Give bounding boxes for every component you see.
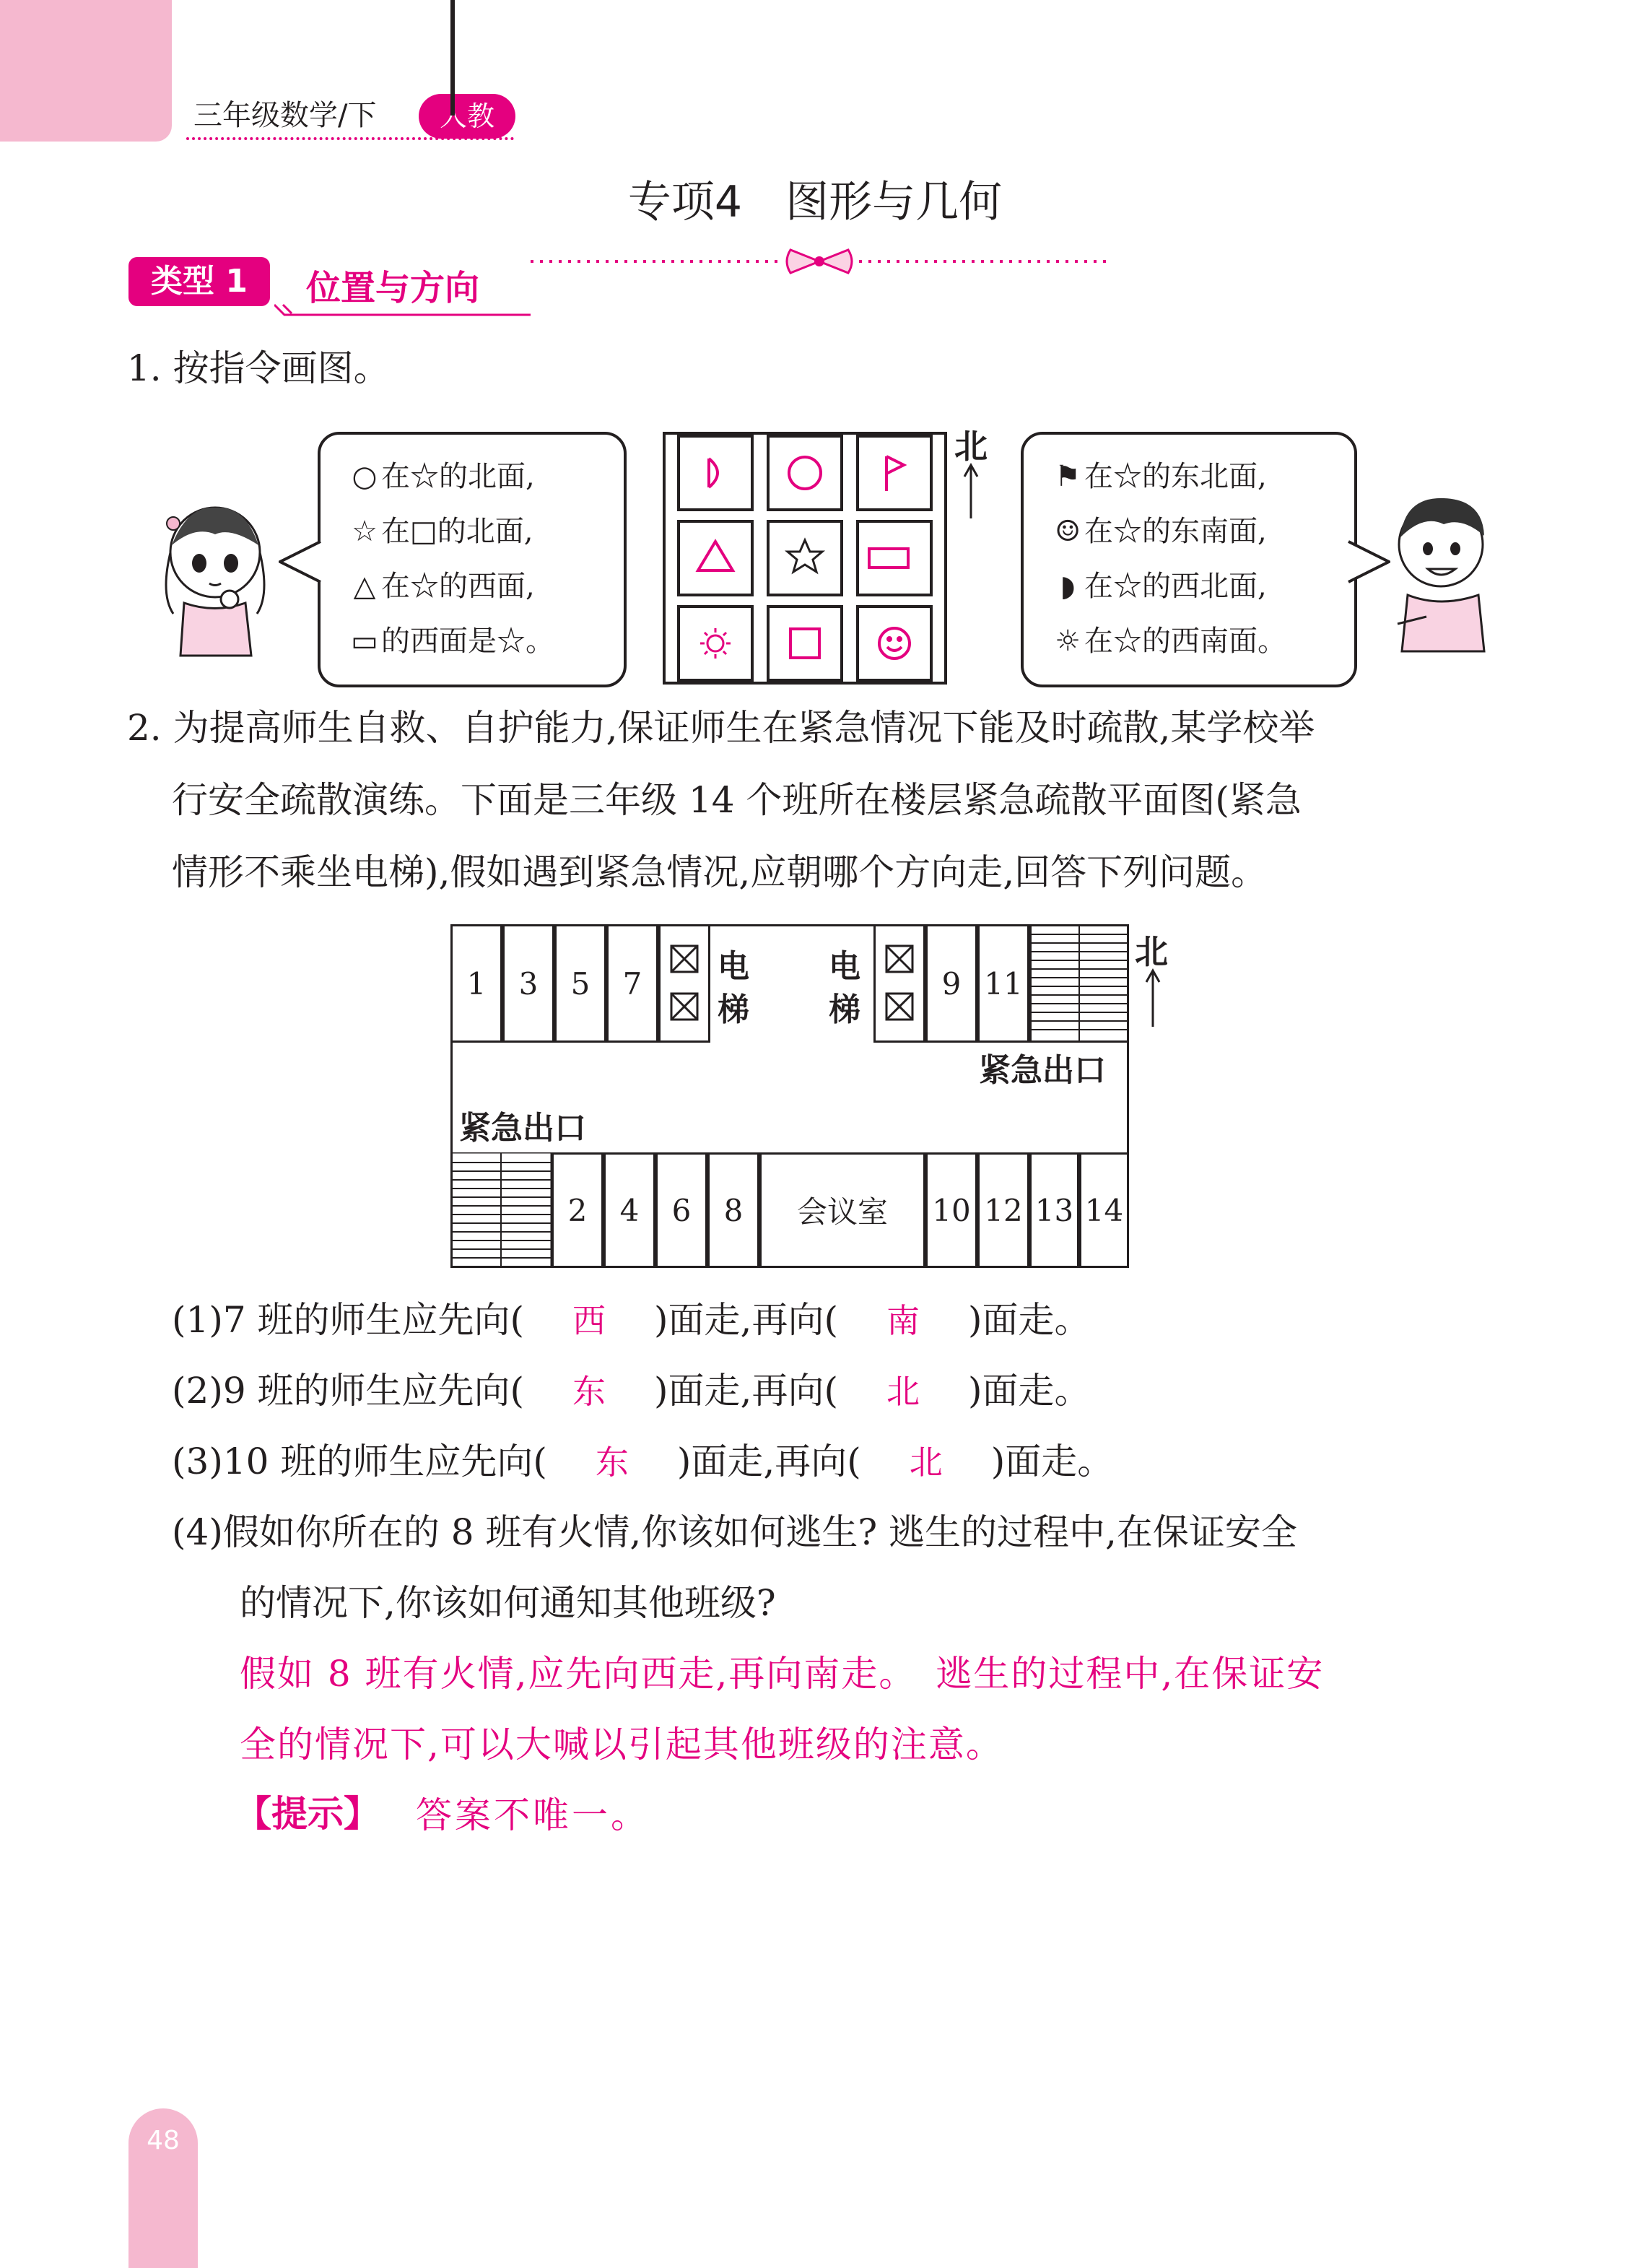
hint-label: 【提示】 [235,1793,380,1835]
room-6: 6 [655,1152,707,1268]
corner-tab [0,0,172,142]
circle-icon [789,457,821,489]
emergency-exit-east: 紧急出口 [979,1052,1106,1089]
subquestion-1: (1)7 班的师生应先向( 西 )面走,再向( 南 )面走。 [172,1291,1090,1343]
room-13: 13 [1029,1152,1079,1268]
room-1: 1 [450,924,502,1043]
emergency-exit-west: 紧急出口 [459,1110,586,1147]
left-speech-bubble [318,432,627,687]
subquestion-4-line: 的情况下,你该如何通知其他班级? [240,1582,776,1624]
left-bubble-line: ○ 在☆的北面, [352,460,535,493]
room-7: 7 [606,924,658,1043]
meeting-room: 会议室 [759,1152,925,1268]
sun-icon [700,628,731,659]
grid-shapes [677,435,933,682]
answer-blank[interactable]: 北 [909,1443,943,1482]
plan-north-label: 北 [1135,932,1168,971]
room-5: 5 [554,924,606,1043]
stairs-bottom-left [450,0,455,116]
question-2-line: 2. 为提高师生自救、自护能力,保证师生在紧急情况下能及时疏散,某学校举 [127,707,1315,749]
right-bubble-line: ◗ 在☆的西北面, [1060,570,1267,603]
flag-icon [886,456,904,491]
answer-blank[interactable]: 东 [595,1443,629,1482]
room-14: 14 [1079,1152,1129,1268]
question-1-prompt: 1. 按指令画图。 [127,347,390,389]
question-2-line: 情形不乘坐电梯),假如遇到紧急情况,应朝哪个方向走,回答下列问题。 [172,851,1268,893]
page-title: 专项4 图形与几何 [627,177,1003,227]
section-underline [274,303,531,318]
triangle-icon [698,542,733,570]
square-icon [790,629,819,658]
subquestion-2: (2)9 班的师生应先向( 东 )面走,再向( 北 )面走。 [172,1362,1090,1414]
left-bubble-line: ▭ 的西面是☆。 [351,625,554,658]
girl-illustration [144,484,286,657]
north-arrow-icon [960,462,982,520]
room-9: 9 [925,924,977,1043]
elevator-label-right-1: 电 [829,948,860,985]
room-2: 2 [552,1152,603,1268]
title-bow-rule [531,247,1108,276]
right-bubble-line: ⚑ 在☆的东北面, [1055,460,1267,493]
star-icon [788,540,822,572]
answer-blank[interactable]: 南 [886,1301,920,1340]
subquestion-4-line: (4)假如你所在的 8 班有火情,你该如何逃生? 逃生的过程中,在保证安全 [172,1511,1297,1553]
left-bubble-line: ☆ 在□的北面, [352,515,533,548]
elevator-label-left-2: 梯 [718,991,749,1028]
answer-blank[interactable]: 东 [572,1372,606,1411]
edition-badge: 人教 [419,94,515,139]
elevator-label-right-2: 梯 [829,991,860,1028]
boy-illustration [1383,479,1506,653]
right-speech-bubble [1021,432,1357,687]
question-2-prompt [127,692,1506,908]
subquestion-3: (3)10 班的师生应先向( 东 )面走,再向( 北 )面走。 [172,1433,1113,1485]
type-badge: 类型 1 [128,257,270,306]
hint-text: 答案不唯一。 [416,1794,650,1836]
room-10: 10 [925,1152,977,1268]
right-bubble-line: ☼ 在☆的西南面。 [1055,625,1286,658]
written-answer-line: 全的情况下,可以大喊以引起其他班级的注意。 [240,1724,1003,1765]
plan-north-arrow-icon [1142,968,1164,1028]
north-label: 北 [954,427,988,466]
header-dotted-rule [186,137,514,140]
left-bubble-line: △ 在☆的西面, [353,570,535,603]
room-4: 4 [603,1152,655,1268]
room-12: 12 [977,1152,1029,1268]
room-8: 8 [707,1152,759,1268]
grade-subject: 三年级数学/下 [193,99,377,132]
section-title: 位置与方向 [306,268,480,308]
rectangle-icon [869,549,908,568]
answer-blank[interactable]: 北 [886,1372,920,1411]
room-3: 3 [502,924,554,1043]
smiley-icon [879,628,910,659]
room-11: 11 [977,924,1029,1043]
written-answer-line: 假如 8 班有火情,应先向西走,再向南走。 逃生的过程中,在保证安 [240,1653,1325,1695]
elevator-label-left-1: 电 [718,948,749,985]
page-number: 48 [147,2126,180,2155]
left-bubble-pointer [279,540,322,583]
question-2-line: 行安全疏散演练。下面是三年级 14 个班所在楼层紧急疏散平面图(紧急 [172,779,1302,821]
answer-blank[interactable]: 西 [572,1301,606,1340]
right-bubble-line: ☺ 在☆的东南面, [1055,515,1267,548]
